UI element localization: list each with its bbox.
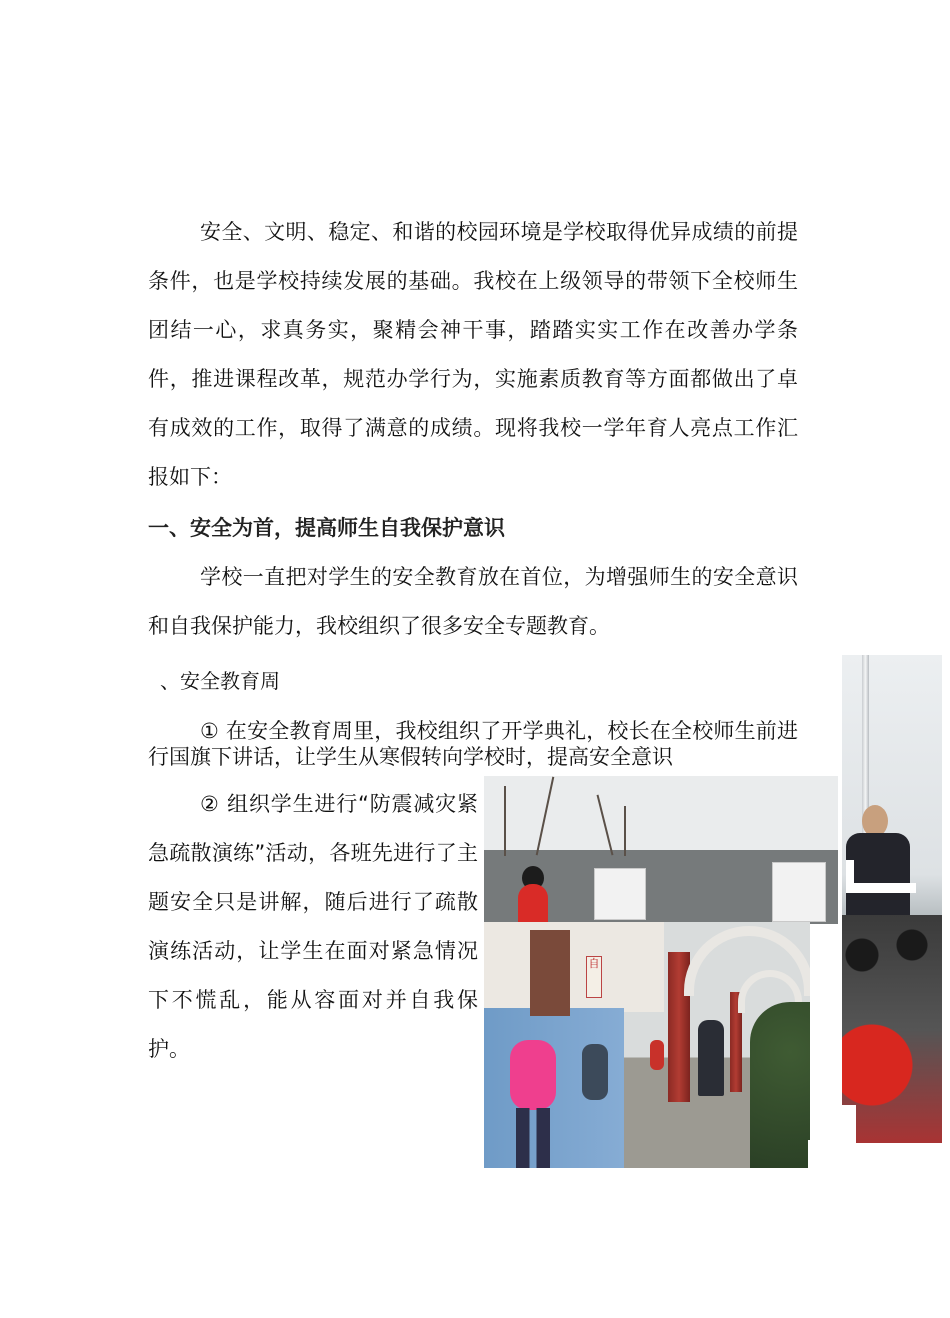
student-red-jacket xyxy=(518,884,548,924)
evacuation-drill-photo xyxy=(484,922,810,1168)
photo-gap xyxy=(808,1140,842,1168)
student-legs xyxy=(516,1108,550,1168)
item-2-paragraph: ② 组织学生进行“防震减灾紧急疏散演练”活动，各班先进行了主题安全只是讲解，随后进行了疏散演练活动，让学生在面对紧急情况下不慌乱，能从容面对并自我保护。 xyxy=(148,792,478,1061)
classroom-sign: 自 xyxy=(586,956,602,998)
principal-body xyxy=(846,833,910,923)
tree-branch xyxy=(504,786,506,856)
tree-branch xyxy=(536,777,555,856)
sports-poster xyxy=(594,868,646,920)
principal-flag-photo xyxy=(842,655,942,1143)
tree-branch xyxy=(597,795,614,856)
item-1-paragraph: ① 在安全教育周里，我校组织了开学典礼，校长在全校师生前进行国旗下讲话，让学生从寒假转向学校时，提高安全意识 xyxy=(148,719,798,769)
tree-branch xyxy=(624,806,626,856)
corridor-wall xyxy=(484,922,664,1012)
photo-frame-mark xyxy=(846,883,916,893)
basketball-poster xyxy=(772,862,826,922)
intro-paragraph: 安全、文明、稳定、和谐的校园环境是学校取得优异成绩的前提条件，也是学校持续发展的基础。我校在上级领导的带领下全校师生团结一心，求真务实，聚精会神干事，踏踏实实工作在改善办学条件，推进课程改革，规范办学行为，实施素质教育等方面都做出了卓有成效的工作，取得了满意的成绩。现将我校一学年育人亮点工作汇报如下： xyxy=(148,220,798,489)
subsection-heading: 、安全教育周 xyxy=(160,669,280,693)
student-running xyxy=(650,1040,664,1070)
student-pink-jacket xyxy=(510,1040,556,1110)
school-wall-photo xyxy=(484,776,838,924)
section-1-body: 学校一直把对学生的安全教育放在首位，为增强师生的安全意识和自我保护能力，我校组织了很多安全专题教育。 xyxy=(148,565,798,638)
section-1-heading: 一、安全为首，提高师生自我保护意识 xyxy=(148,515,505,540)
students-queue xyxy=(842,915,942,1143)
shrub xyxy=(750,1002,810,1168)
photo-frame-mark xyxy=(842,1105,856,1143)
student-running xyxy=(582,1044,608,1100)
window xyxy=(530,930,570,1016)
teacher-standing xyxy=(698,1020,724,1096)
